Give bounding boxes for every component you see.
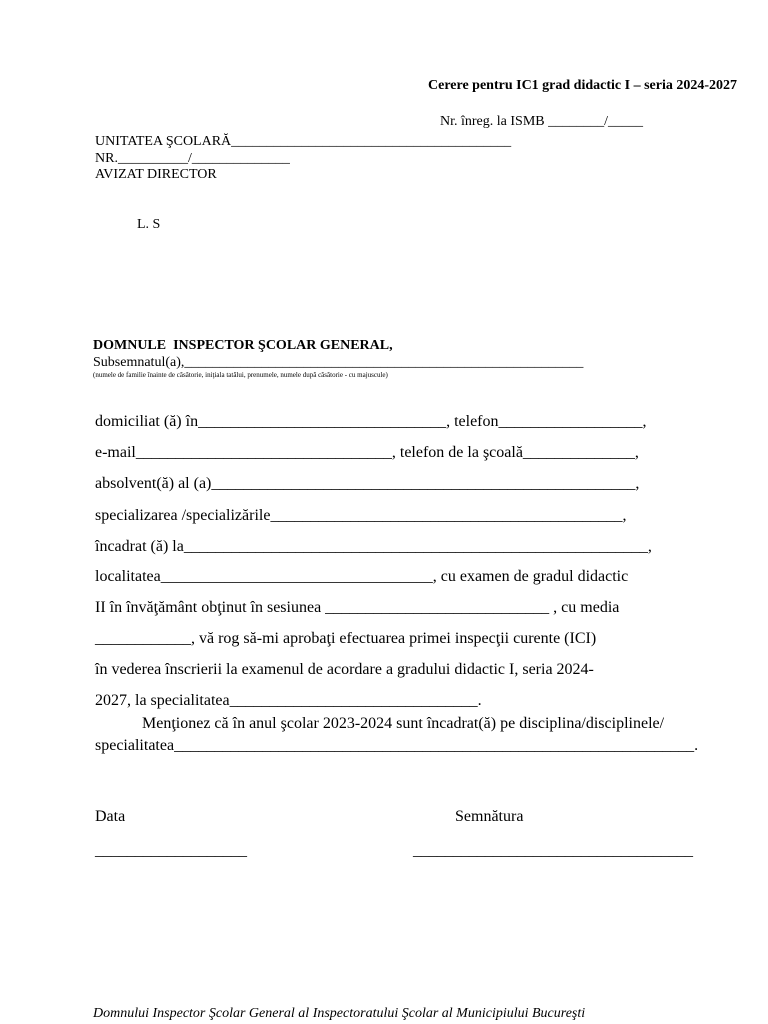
body-line: localitatea__________________________________, cu examen de gradul didactic xyxy=(95,568,629,585)
registration-number: Nr. înreg. la ISMB ________/_____ xyxy=(440,114,643,129)
signature-label: Semnătura xyxy=(455,808,524,825)
body-line: absolvent(ă) al (a)_____________________________________________________, xyxy=(95,475,640,492)
body-line: ____________, vă rog să-mi aprobaţi efectuarea primei inspecţii curente (ICI) xyxy=(95,630,597,647)
signature-line: ___________________________________ xyxy=(413,842,693,859)
specialitatea-line: specialitatea_________________________________________________________________. xyxy=(95,737,699,754)
applicant-name-hint: (numele de familie înainte de căsătorie, iniţiala tatălui, prenumele, numele după căsătorie - cu majuscule) xyxy=(93,371,388,379)
body-line: specializarea /specializările____________________________________________, xyxy=(95,507,627,524)
body-line: 2027, la specialitatea_______________________________. xyxy=(95,692,482,709)
applicant-name-line: Subsemnatul(a),_________________________________________________________ xyxy=(93,355,584,370)
stamp-placeholder: L. S xyxy=(137,217,161,232)
date-label: Data xyxy=(95,808,126,825)
mention-line: Menţionez că în anul şcolar 2023-2024 sunt încadrat(ă) pe disciplina/disciplinele/ xyxy=(142,715,665,732)
body-line: încadrat (ă) la__________________________________________________________, xyxy=(95,538,652,555)
body-line: II în învăţământ obţinut în sesiunea ____________________________ , cu media xyxy=(95,599,620,616)
salutation: DOMNULE INSPECTOR ŞCOLAR GENERAL, xyxy=(93,338,393,353)
school-unit-line: UNITATEA ŞCOLARĂ________________________________________ xyxy=(95,134,512,149)
body-line: e-mail________________________________, telefon de la şcoală______________, xyxy=(95,444,639,461)
director-approval-label: AVIZAT DIRECTOR xyxy=(95,167,217,182)
body-line: domiciliat (ă) în_______________________________, telefon__________________, xyxy=(95,413,647,430)
date-line: ___________________ xyxy=(95,842,247,859)
document-title: Cerere pentru IC1 grad didactic I – seria 2024-2027 xyxy=(428,78,737,93)
school-number-line: NR.__________/______________ xyxy=(95,151,290,166)
body-line: în vederea înscrierii la examenul de acordare a gradului didactic I, seria 2024- xyxy=(95,661,594,678)
addressee-footer: Domnului Inspector Şcolar General al Inspectoratului Şcolar al Municipiului Bucureşti xyxy=(93,1006,586,1021)
